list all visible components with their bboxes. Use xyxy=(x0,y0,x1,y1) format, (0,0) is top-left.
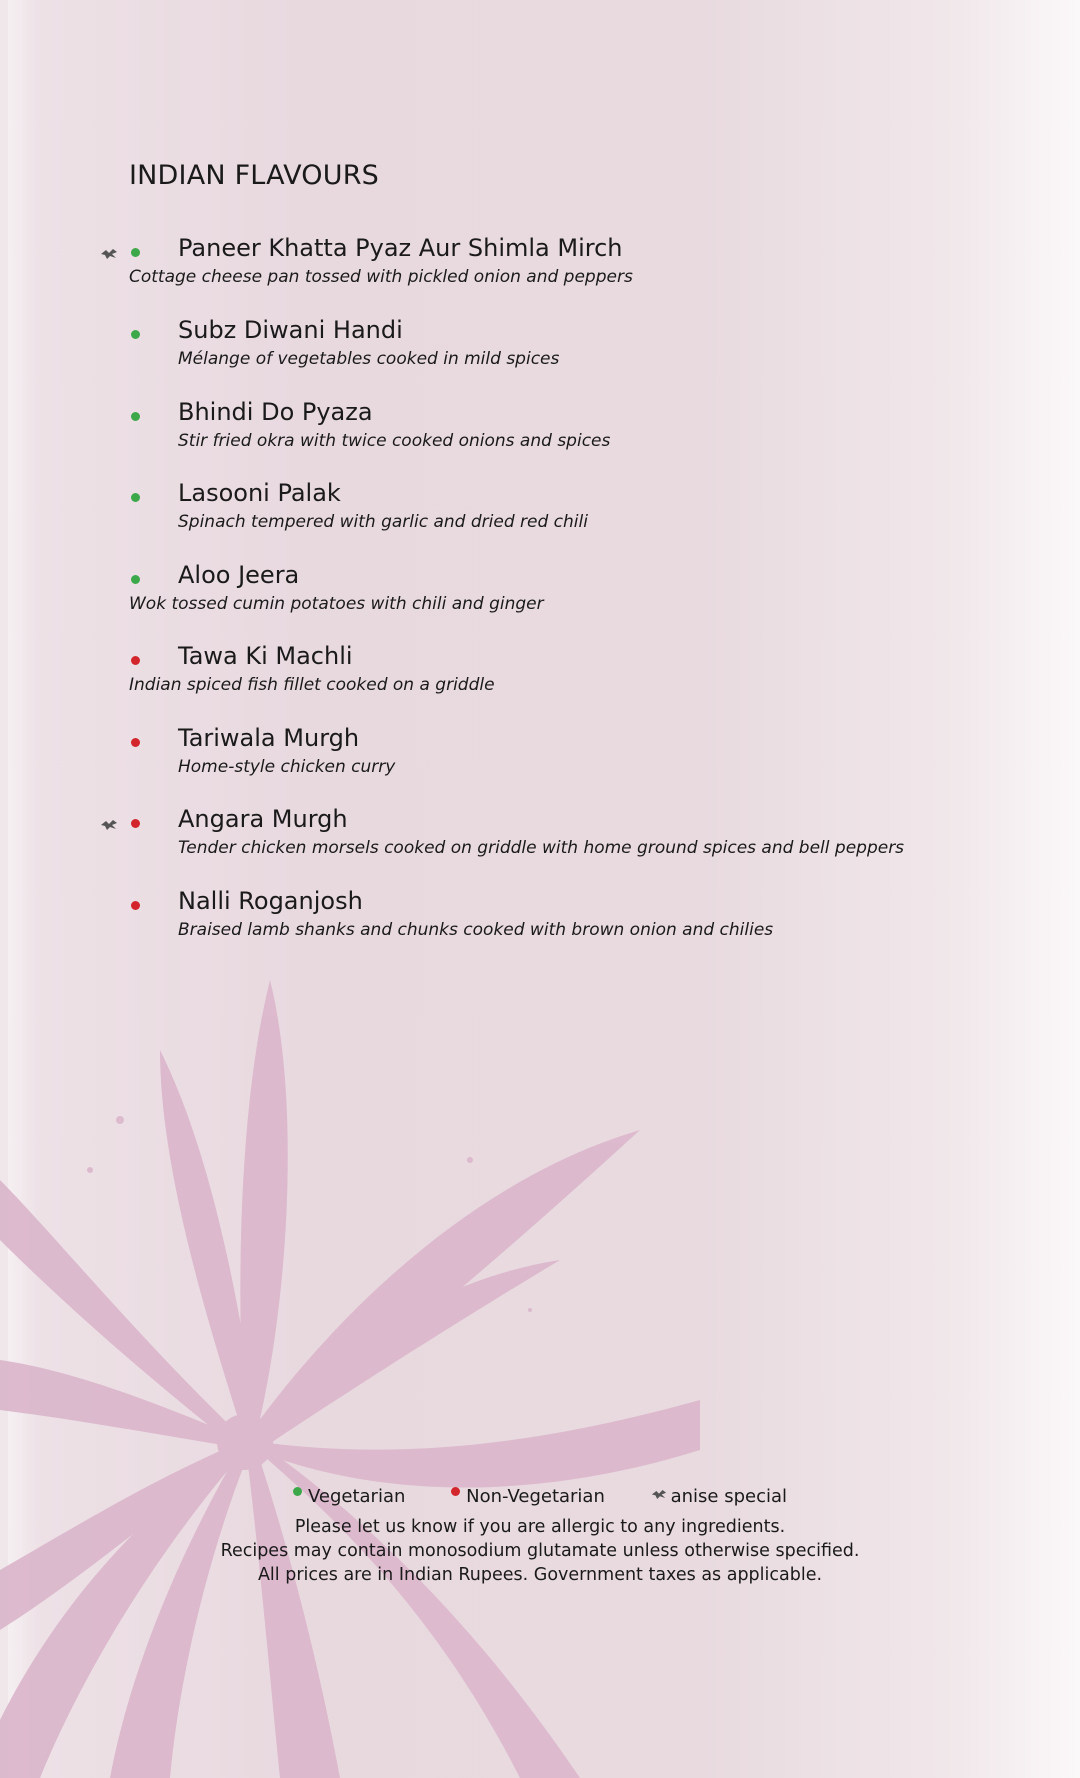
anise-special-icon xyxy=(100,248,118,260)
menu-item xyxy=(0,642,1080,712)
msg-note: Recipes may contain monosodium glutamate unless otherwise specified. xyxy=(220,1541,860,1561)
legend-non-vegetarian xyxy=(451,1486,605,1507)
legend-label: anise special xyxy=(670,1486,788,1507)
vegetarian-dot-icon xyxy=(131,412,140,421)
item-description: Mélange of vegetables cooked in mild spices xyxy=(178,349,560,369)
legend-anise-special xyxy=(651,1486,787,1507)
footer-notes xyxy=(0,1515,1080,1587)
legend-label: Vegetarian xyxy=(307,1486,406,1507)
item-description: Indian spiced fish fillet cooked on a griddle xyxy=(129,675,495,695)
item-name: Angara Murgh xyxy=(178,805,348,833)
menu-item xyxy=(0,561,1080,631)
item-description: Stir fried okra with twice cooked onions and spices xyxy=(178,431,611,451)
item-description: Braised lamb shanks and chunks cooked with brown onion and chilies xyxy=(178,920,774,940)
non-vegetarian-dot-icon xyxy=(451,1487,460,1496)
item-name: Bhindi Do Pyaza xyxy=(178,398,373,426)
menu-item xyxy=(0,805,1080,875)
item-description: Home-style chicken curry xyxy=(178,757,396,777)
vegetarian-dot-icon xyxy=(131,575,140,584)
vegetarian-dot-icon xyxy=(131,330,140,339)
non-vegetarian-dot-icon xyxy=(131,901,140,910)
anise-special-icon xyxy=(100,819,118,831)
item-description: Cottage cheese pan tossed with pickled onion and peppers xyxy=(129,267,633,287)
vegetarian-dot-icon xyxy=(131,493,140,502)
menu-item xyxy=(0,479,1080,549)
item-description: Wok tossed cumin potatoes with chili and ginger xyxy=(129,594,544,614)
item-name: Subz Diwani Handi xyxy=(178,316,403,344)
item-name: Nalli Roganjosh xyxy=(178,887,363,915)
menu-item xyxy=(0,724,1080,794)
price-note: All prices are in Indian Rupees. Government taxes as applicable. xyxy=(257,1565,823,1585)
legend xyxy=(0,1486,1080,1507)
item-name: Tariwala Murgh xyxy=(178,724,360,752)
non-vegetarian-dot-icon xyxy=(131,819,140,828)
item-name: Tawa Ki Machli xyxy=(178,642,353,670)
legend-vegetarian xyxy=(293,1486,405,1507)
flower-watermark-icon xyxy=(0,980,700,1778)
item-name: Paneer Khatta Pyaz Aur Shimla Mirch xyxy=(178,234,623,262)
menu-item xyxy=(0,398,1080,468)
allergy-note: Please let us know if you are allergic to any ingredients. xyxy=(294,1517,786,1537)
item-description: Tender chicken morsels cooked on griddle with home ground spices and bell peppers xyxy=(178,838,905,858)
menu-item xyxy=(0,234,1080,304)
vegetarian-dot-icon xyxy=(131,248,140,257)
menu-item xyxy=(0,887,1080,957)
vegetarian-dot-icon xyxy=(293,1487,302,1496)
anise-special-icon xyxy=(651,1489,667,1500)
section-title: INDIAN FLAVOURS xyxy=(129,160,380,191)
item-name: Aloo Jeera xyxy=(178,561,300,589)
item-description: Spinach tempered with garlic and dried red chili xyxy=(178,512,588,532)
menu-item xyxy=(0,316,1080,386)
item-name: Lasooni Palak xyxy=(178,479,341,507)
legend-label: Non-Vegetarian xyxy=(466,1486,605,1507)
non-vegetarian-dot-icon xyxy=(131,738,140,747)
non-vegetarian-dot-icon xyxy=(131,656,140,665)
